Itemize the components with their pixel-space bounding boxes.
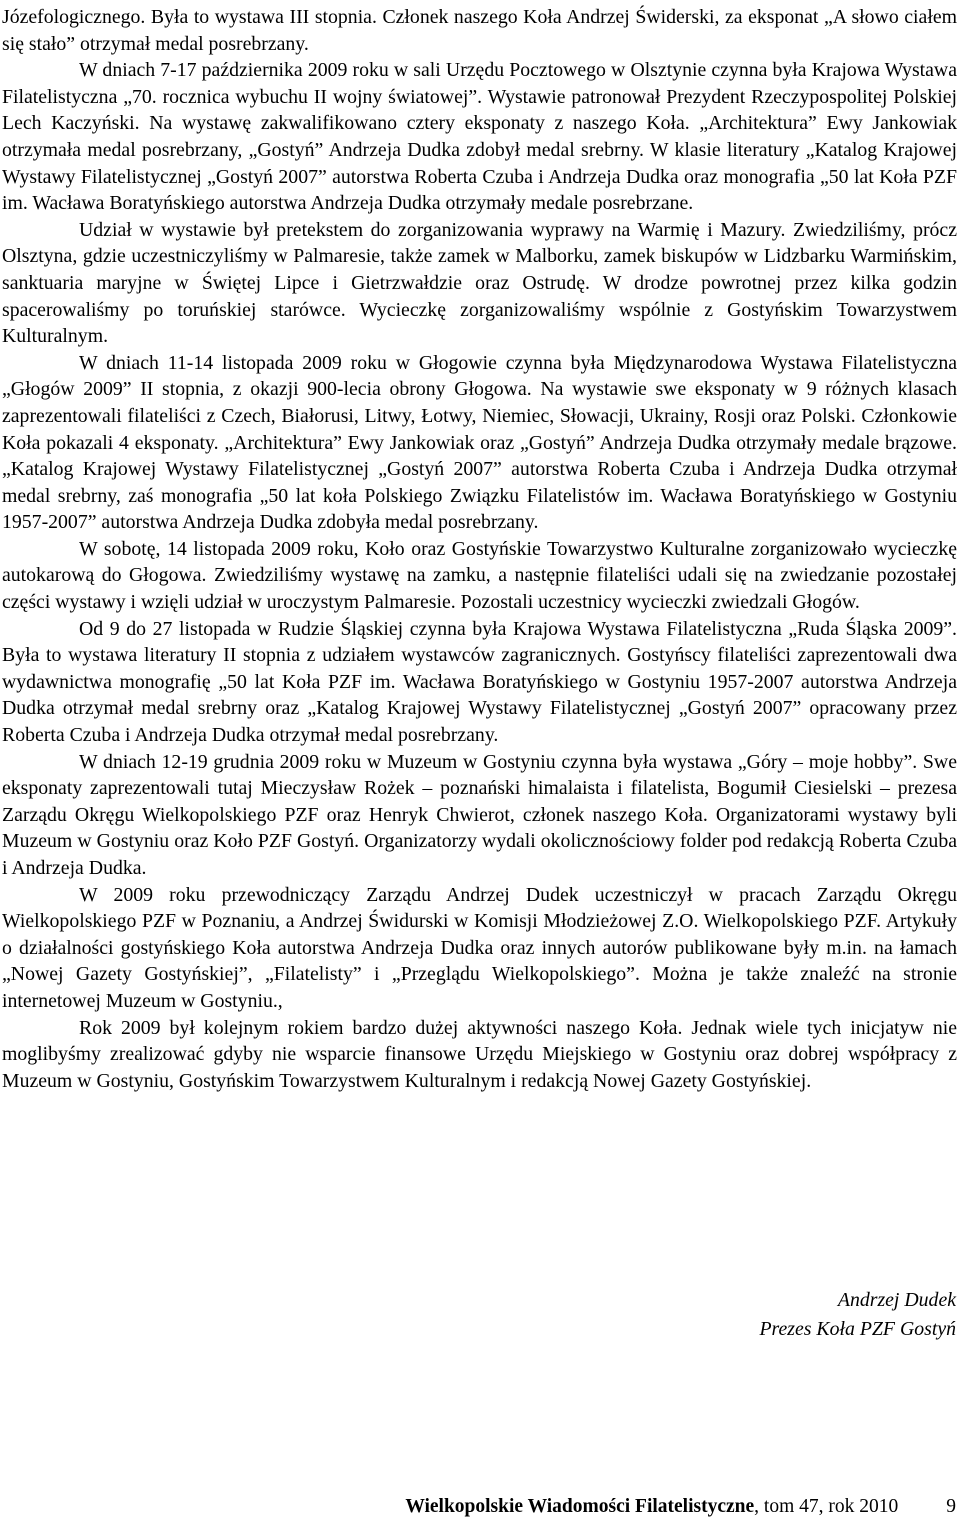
footer-journal-title: Wielkopolskie Wiadomości Filatelistyczne bbox=[405, 1496, 755, 1517]
paragraph-swiderski-medal: Józefologicznego. Była to wystawa III stopnia. Członek naszego Koła Andrzej Świderski, za eksponat „A słowo ciałem się stało” otrzymał medal posrebrzany. bbox=[2, 6, 957, 55]
signature-name: Andrzej Dudek bbox=[837, 1289, 956, 1311]
page-footer bbox=[0, 1494, 956, 1520]
article-body bbox=[2, 4, 957, 1094]
signature-role: Prezes Koła PZF Gostyń bbox=[759, 1318, 956, 1340]
paragraph-glogow-exhibition: W dniach 11-14 listopada 2009 roku w Głogowie czynna była Międzynarodowa Wystawa Filatelistyczna „Głogów 2009” II stopnia, z okazji 900-lecia obrony Głogowa. Na wystawie swe eksponaty w 9 różnych klasach zaprezentowali filateliści z Czech, Białorusi, Litwy, Łotwy, Niemiec, Słowacji, Ukrainy, Rosji oraz Polski. Członkowie Koła pokazali 4 eksponaty. „Architektura” Ewy Jankowiak oraz „Gostyń” Andrzeja Dudka otrzymały medale brązowe. „Katalog Krajowej Wystawy Filatelistycznej „Gostyń 2007” autorstwa Roberta Czuba i Andrzeja Dudka otrzymał medal srebrny, zaś monografia „50 lat koła Polskiego Związku Filatelistów im. Wacława Boratyńskiego w Gostyniu 1957-2007” autorstwa Andrzeja Dudka zdobyła medal posrebrzany. bbox=[2, 351, 957, 534]
paragraph-warmia-trip: Udział w wystawie był pretekstem do zorganizowania wyprawy na Warmię i Mazury. Zwiedziliśmy, prócz Olsztyna, gdzie uczestniczyliśmy w Palmaresie, także zamek w Malborku, zamek biskupów w Lidzbarku Warmińskim, sanktuaria maryjne w Świętej Lipce i Gietrzwałdzie oraz Ostrudę. W drodze powrotnej przez kilka godzin spacerowaliśmy po toruńskiej starówce. Wycieczkę zorganizowaliśmy wspólnie z Gostyńskim Towarzystwem Kulturalnym. bbox=[2, 218, 957, 348]
page-number: 9 bbox=[946, 1496, 956, 1517]
paragraph-glogow-trip: W sobotę, 14 listopada 2009 roku, Koło oraz Gostyńskie Towarzystwo Kulturalne zorganizowało wycieczkę autokarową do Głogowa. Zwiedziliśmy wystawę na zamku, a następnie filateliści udali się na zwiedzanie pozostałej części wystawy i wzięli udział w uroczystym Palmaresie. Pozostali uczestnicy wycieczki zwiedzali Głogów. bbox=[2, 537, 957, 614]
signature-block bbox=[759, 1286, 956, 1344]
paragraph-board-activity: W 2009 roku przewodniczący Zarządu Andrzej Dudek uczestniczył w pracach Zarządu Okręgu Wielkopolskiego PZF w Poznaniu, a Andrzej Świdurski w Komisji Młodzieżowej Z.O. Wielkopolskiego PZF. Artykuły o działalności gostyńskiego Koła autorstwa Andrzeja Dudka oraz innych autorów publikowane były m.in. na łamach „Nowej Gazety Gostyńskiej”, „Filatelisty” i „Przeglądu Wielkopolskiego”. Można je także znaleźć na stronie internetowej Muzeum w Gostyniu., bbox=[2, 883, 957, 1012]
paragraph-gory-exhibition: W dniach 12-19 grudnia 2009 roku w Muzeum w Gostyniu czynna była wystawa „Góry – moje hobby”. Swe eksponaty zaprezentowali tutaj Mieczysław Rożek – poznański himalaista i filatelista, Bogumił Ciesielski – prezesa Zarządu Okręgu Wielkopolskiego PZF oraz Henryk Chwierot, członek naszego Koła. Organizatorami wystawy byli Muzeum w Gostyniu oraz Koło PZF Gostyń. Organizatorzy wydali okolicznościowy folder pod redakcją Roberta Czuba i Andrzeja Dudka. bbox=[2, 750, 957, 879]
footer-volume: , tom 47, rok 2010 bbox=[754, 1496, 899, 1517]
paragraph-olsztyn-exhibition: W dniach 7-17 października 2009 roku w sali Urzędu Pocztowego w Olsztynie czynna była Krajowa Wystawa Filatelistyczna „70. rocznica wybuchu II wojny światowej”. Wystawie patronował Prezydent Rzeczypospolitej Polskiej Lech Kaczyński. Na wystawę zakwalifikowano cztery eksponaty z naszego Koła. „Architektura” Ewy Jankowiak otrzymała medal posrebrzany, „Gostyń” Andrzeja Dudka zdobył medal srebrny. W klasie literatury „Katalog Krajowej Wystawy Filatelistycznej „Gostyń 2007” autorstwa Roberta Czuba i Andrzeja Dudka oraz monografia „50 lat Koła PZF im. Wacława Boratyńskiego autorstwa Andrzeja Dudka otrzymały medale posrebrzane. bbox=[2, 59, 957, 215]
paragraph-summary: Rok 2009 był kolejnym rokiem bardzo dużej aktywności naszego Koła. Jednak wiele tych inicjatyw nie moglibyśmy zrealizować gdyby nie wsparcie finansowe Urzędu Miejskiego w Gostyniu oraz dobrej współpracy z Muzeum w Gostyniu, Gostyńskim Towarzystwem Kulturalnym i redakcją Nowej Gazety Gostyńskiej. bbox=[2, 1016, 957, 1092]
paragraph-ruda-slaska: Od 9 do 27 listopada w Rudzie Śląskiej czynna była Krajowa Wystawa Filatelistyczna „Ruda Śląska 2009”. Była to wystawa literatury II stopnia z udziałem wystawców zagranicznych. Gostyńscy filateliści zaprezentowali dwa wydawnictwa monografię „50 lat Koła PZF im. Wacława Boratyńskiego w Gostyniu 1957-2007 autorstwa Andrzeja Dudka otrzymał medal srebrny oraz „Katalog Krajowej Wystawy Filatelistycznej „Gostyń 2007” opracowany przez Roberta Czuba i Andrzeja Dudka otrzymał medal posrebrzany. bbox=[2, 617, 957, 747]
